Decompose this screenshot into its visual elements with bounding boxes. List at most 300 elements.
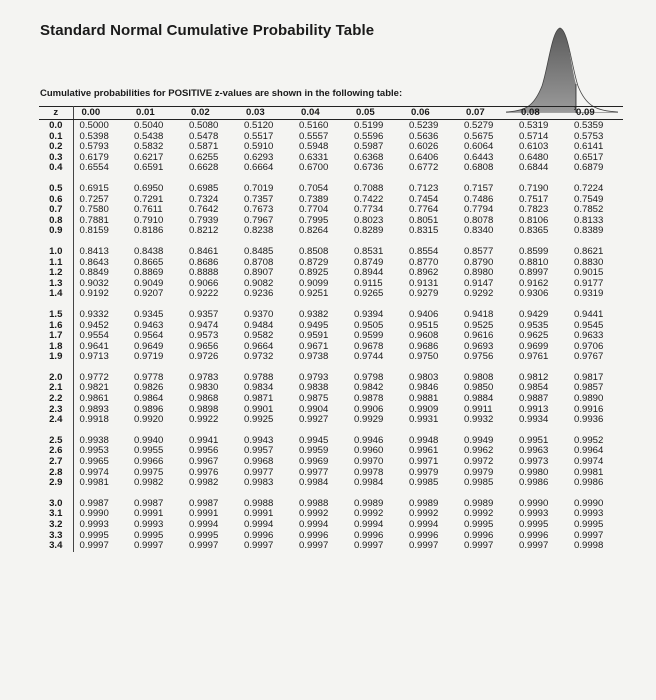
probability-value: 0.6664	[244, 162, 274, 174]
probability-cell	[348, 174, 403, 237]
probability-value: 0.9616	[464, 330, 494, 342]
probability-cell	[238, 426, 293, 489]
probability-value: 0.7852	[574, 204, 604, 216]
probability-value: 0.9991	[244, 508, 274, 520]
table-row	[39, 300, 623, 363]
probability-cell	[128, 237, 183, 300]
probability-value: 0.5279	[464, 120, 494, 131]
probability-value: 0.9992	[354, 508, 384, 520]
probability-value: 0.9974	[79, 466, 109, 478]
probability-value: 0.9875	[299, 393, 329, 405]
probability-cell	[568, 489, 623, 552]
z-value-cell	[39, 120, 73, 174]
probability-value: 0.9994	[299, 519, 329, 530]
probability-value: 0.9382	[299, 308, 329, 320]
probability-value: 0.9678	[354, 340, 384, 352]
probability-value: 0.9992	[299, 508, 329, 520]
probability-value: 0.7734	[354, 204, 384, 216]
probability-cell	[458, 426, 513, 489]
probability-value: 0.8810	[519, 256, 549, 268]
probability-value: 0.9982	[189, 477, 219, 489]
probability-value: 0.8599	[519, 245, 549, 257]
probability-cell	[238, 237, 293, 300]
probability-value: 0.9983	[244, 477, 274, 489]
probability-cell	[128, 426, 183, 489]
probability-value: 0.9878	[354, 393, 384, 405]
z-value: 0.7	[49, 204, 63, 216]
probability-value: 0.9505	[354, 319, 384, 331]
probability-cell	[403, 363, 458, 426]
probability-value: 0.8051	[409, 214, 439, 226]
z-value: 0.3	[49, 151, 63, 163]
probability-value: 0.7823	[519, 204, 549, 216]
probability-cell	[458, 300, 513, 363]
probability-value: 0.9904	[299, 403, 329, 415]
probability-value: 0.9207	[134, 288, 164, 300]
probability-value: 0.9976	[189, 466, 219, 478]
probability-cell	[568, 426, 623, 489]
probability-value: 0.8830	[574, 256, 604, 268]
probability-value: 0.9995	[574, 519, 604, 530]
probability-value: 0.5319	[519, 120, 549, 131]
probability-value: 0.9994	[244, 519, 274, 530]
z-value: 2.8	[49, 466, 63, 478]
probability-cell	[513, 489, 568, 552]
probability-value: 0.9997	[464, 540, 494, 552]
probability-value: 0.9948	[409, 434, 439, 446]
probability-value: 0.8770	[409, 256, 439, 268]
table-row	[39, 426, 623, 489]
probability-value: 0.9732	[244, 351, 274, 363]
z-table	[39, 106, 623, 552]
probability-value: 0.9394	[354, 308, 384, 320]
probability-value: 0.5359	[574, 120, 604, 131]
probability-value: 0.9997	[519, 540, 549, 552]
table-row	[39, 363, 623, 426]
probability-value: 0.9988	[299, 497, 329, 509]
probability-value: 0.9854	[519, 382, 549, 394]
probability-value: 0.9798	[354, 371, 384, 383]
probability-value: 0.9664	[244, 340, 274, 352]
probability-cell	[293, 120, 348, 174]
probability-value: 0.9963	[519, 445, 549, 457]
z-value: 0.8	[49, 214, 63, 226]
probability-value: 0.7357	[244, 193, 274, 205]
probability-value: 0.6103	[519, 141, 549, 153]
probability-value: 0.9554	[79, 330, 109, 342]
probability-value: 0.9441	[574, 308, 604, 320]
probability-value: 0.6331	[299, 151, 329, 163]
probability-value: 0.9996	[354, 529, 384, 541]
probability-value: 0.9967	[189, 456, 219, 468]
probability-value: 0.9995	[519, 519, 549, 530]
table-caption: Cumulative probabilities for POSITIVE z-values are shown in the following table:	[40, 88, 403, 99]
probability-value: 0.9996	[409, 529, 439, 541]
probability-cell	[403, 426, 458, 489]
probability-value: 0.8340	[464, 225, 494, 237]
page-title: Standard Normal Cumulative Probability Table	[40, 22, 375, 39]
probability-value: 0.9251	[299, 288, 329, 300]
column-header: 0.05	[348, 107, 403, 120]
probability-cell	[348, 363, 403, 426]
probability-value: 0.9969	[299, 456, 329, 468]
probability-value: 0.9959	[299, 445, 329, 457]
column-header: 0.08	[513, 107, 568, 120]
table-row	[39, 237, 623, 300]
z-value: 2.2	[49, 393, 63, 405]
z-value-cell	[39, 363, 73, 426]
probability-value: 0.9977	[244, 466, 274, 478]
probability-value: 0.9719	[134, 351, 164, 363]
probability-value: 0.5753	[574, 130, 604, 142]
probability-value: 0.9929	[354, 414, 384, 426]
probability-value: 0.9279	[409, 288, 439, 300]
probability-value: 0.9633	[574, 330, 604, 342]
probability-value: 0.8962	[409, 267, 439, 279]
column-header: 0.00	[73, 107, 128, 120]
probability-value: 0.9345	[134, 308, 164, 320]
z-value: 1.9	[49, 351, 63, 363]
probability-value: 0.9761	[519, 351, 549, 363]
probability-value: 0.5040	[134, 120, 164, 131]
probability-value: 0.8212	[189, 225, 219, 237]
probability-value: 0.8238	[244, 225, 274, 237]
probability-value: 0.9370	[244, 308, 274, 320]
z-value: 3.2	[49, 519, 63, 530]
probability-value: 0.9994	[354, 519, 384, 530]
probability-value: 0.5910	[244, 141, 274, 153]
probability-value: 0.9940	[134, 434, 164, 446]
probability-value: 0.6950	[134, 182, 164, 194]
probability-value: 0.9961	[409, 445, 439, 457]
probability-value: 0.9927	[299, 414, 329, 426]
z-value: 2.5	[49, 434, 63, 446]
probability-value: 0.9953	[79, 445, 109, 457]
probability-cell	[403, 237, 458, 300]
probability-value: 0.7995	[299, 214, 329, 226]
probability-value: 0.6480	[519, 151, 549, 163]
probability-cell	[128, 120, 183, 174]
probability-value: 0.9793	[299, 371, 329, 383]
z-value: 2.4	[49, 414, 63, 426]
probability-value: 0.9573	[189, 330, 219, 342]
probability-value: 0.7454	[409, 193, 439, 205]
table-row	[39, 489, 623, 552]
probability-cell	[183, 237, 238, 300]
probability-value: 0.7967	[244, 214, 274, 226]
probability-cell	[513, 363, 568, 426]
probability-value: 0.7486	[464, 193, 494, 205]
probability-cell	[183, 363, 238, 426]
probability-value: 0.9987	[189, 497, 219, 509]
probability-value: 0.5160	[299, 120, 329, 131]
probability-value: 0.7123	[409, 182, 439, 194]
probability-value: 0.9955	[134, 445, 164, 457]
probability-value: 0.6255	[189, 151, 219, 163]
probability-value: 0.8997	[519, 267, 549, 279]
probability-cell	[568, 300, 623, 363]
probability-value: 0.8159	[79, 225, 109, 237]
z-value: 1.8	[49, 340, 63, 352]
probability-value: 0.6591	[134, 162, 164, 174]
probability-value: 0.9726	[189, 351, 219, 363]
probability-value: 0.9474	[189, 319, 219, 331]
probability-value: 0.9995	[79, 529, 109, 541]
probability-value: 0.6368	[354, 151, 384, 163]
z-value: 0.4	[49, 162, 63, 174]
probability-value: 0.6217	[134, 151, 164, 163]
probability-value: 0.9896	[134, 403, 164, 415]
probability-value: 0.8389	[574, 225, 604, 237]
probability-value: 0.8729	[299, 256, 329, 268]
probability-value: 0.9994	[189, 519, 219, 530]
probability-value: 0.9236	[244, 288, 274, 300]
probability-value: 0.9971	[409, 456, 439, 468]
z-value: 1.4	[49, 288, 63, 300]
z-value-cell	[39, 426, 73, 489]
probability-cell	[238, 174, 293, 237]
probability-value: 0.9830	[189, 382, 219, 394]
probability-cell	[348, 426, 403, 489]
table-row	[39, 120, 623, 174]
probability-cell	[513, 120, 568, 174]
probability-value: 0.9131	[409, 277, 439, 289]
probability-cell	[183, 174, 238, 237]
probability-value: 0.9265	[354, 288, 384, 300]
z-value: 3.3	[49, 529, 63, 541]
probability-value: 0.8078	[464, 214, 494, 226]
probability-value: 0.9997	[299, 540, 329, 552]
z-value: 3.0	[49, 497, 63, 509]
z-value: 1.6	[49, 319, 63, 331]
probability-value: 0.9989	[354, 497, 384, 509]
probability-cell	[238, 120, 293, 174]
column-header: 0.04	[293, 107, 348, 120]
probability-value: 0.9767	[574, 351, 604, 363]
z-value: 1.1	[49, 256, 63, 268]
z-value: 3.4	[49, 540, 63, 552]
probability-cell	[183, 489, 238, 552]
probability-value: 0.5714	[519, 130, 549, 142]
probability-value: 0.6141	[574, 141, 604, 153]
probability-value: 0.9979	[409, 466, 439, 478]
probability-cell	[513, 426, 568, 489]
probability-value: 0.6879	[574, 162, 604, 174]
probability-cell	[183, 426, 238, 489]
probability-value: 0.8665	[134, 256, 164, 268]
z-value-cell	[39, 237, 73, 300]
probability-value: 0.8980	[464, 267, 494, 279]
probability-cell	[403, 174, 458, 237]
row-group	[39, 489, 623, 552]
probability-value: 0.9890	[574, 393, 604, 405]
probability-value: 0.9990	[79, 508, 109, 520]
probability-value: 0.9713	[79, 351, 109, 363]
probability-value: 0.8749	[354, 256, 384, 268]
probability-cell	[458, 363, 513, 426]
probability-value: 0.9975	[134, 466, 164, 478]
probability-value: 0.9995	[189, 529, 219, 541]
probability-value: 0.6700	[299, 162, 329, 174]
probability-value: 0.6293	[244, 151, 274, 163]
probability-value: 0.5987	[354, 141, 384, 153]
probability-value: 0.9319	[574, 288, 604, 300]
probability-value: 0.6026	[409, 141, 439, 153]
probability-value: 0.9934	[519, 414, 549, 426]
probability-cell	[293, 174, 348, 237]
probability-value: 0.9484	[244, 319, 274, 331]
probability-value: 0.9049	[134, 277, 164, 289]
probability-value: 0.9649	[134, 340, 164, 352]
probability-value: 0.9066	[189, 277, 219, 289]
probability-value: 0.9922	[189, 414, 219, 426]
row-group	[39, 120, 623, 174]
probability-value: 0.7291	[134, 193, 164, 205]
probability-value: 0.9192	[79, 288, 109, 300]
probability-cell	[513, 237, 568, 300]
probability-cell	[73, 120, 128, 174]
probability-value: 0.9987	[134, 497, 164, 509]
row-group	[39, 426, 623, 489]
probability-value: 0.9871	[244, 393, 274, 405]
z-value: 1.0	[49, 245, 63, 257]
shaded-area	[506, 28, 576, 112]
probability-value: 0.8264	[299, 225, 329, 237]
probability-value: 0.9406	[409, 308, 439, 320]
probability-value: 0.9964	[574, 445, 604, 457]
probability-value: 0.9306	[519, 288, 549, 300]
probability-value: 0.9989	[409, 497, 439, 509]
probability-value: 0.9988	[244, 497, 274, 509]
probability-value: 0.9996	[244, 529, 274, 541]
probability-value: 0.9951	[519, 434, 549, 446]
probability-value: 0.9906	[354, 403, 384, 415]
probability-cell	[568, 363, 623, 426]
probability-value: 0.9525	[464, 319, 494, 331]
probability-value: 0.9916	[574, 403, 604, 415]
probability-cell	[513, 174, 568, 237]
probability-value: 0.8508	[299, 245, 329, 257]
probability-value: 0.9838	[299, 382, 329, 394]
probability-value: 0.6554	[79, 162, 109, 174]
probability-value: 0.5871	[189, 141, 219, 153]
probability-value: 0.8888	[189, 267, 219, 279]
probability-value: 0.8944	[354, 267, 384, 279]
probability-value: 0.5478	[189, 130, 219, 142]
probability-value: 0.7794	[464, 204, 494, 216]
probability-value: 0.9997	[574, 529, 604, 541]
z-value: 3.1	[49, 508, 63, 520]
probability-cell	[403, 120, 458, 174]
probability-value: 0.5000	[79, 120, 109, 131]
probability-value: 0.6064	[464, 141, 494, 153]
probability-value: 0.9599	[354, 330, 384, 342]
probability-value: 0.9968	[244, 456, 274, 468]
probability-value: 0.9946	[354, 434, 384, 446]
probability-value: 0.5596	[354, 130, 384, 142]
column-header: 0.03	[238, 107, 293, 120]
probability-value: 0.9992	[464, 508, 494, 520]
z-value: 1.2	[49, 267, 63, 279]
probability-cell	[73, 426, 128, 489]
probability-value: 0.8461	[189, 245, 219, 257]
probability-cell	[403, 300, 458, 363]
probability-value: 0.7517	[519, 193, 549, 205]
probability-value: 0.6406	[409, 151, 439, 163]
probability-value: 0.5557	[299, 130, 329, 142]
probability-value: 0.9993	[134, 519, 164, 530]
probability-value: 0.9177	[574, 277, 604, 289]
probability-value: 0.9994	[409, 519, 439, 530]
probability-value: 0.9984	[354, 477, 384, 489]
probability-value: 0.9418	[464, 308, 494, 320]
probability-value: 0.7580	[79, 204, 109, 216]
z-value: 0.2	[49, 141, 63, 153]
probability-value: 0.9986	[519, 477, 549, 489]
probability-value: 0.9861	[79, 393, 109, 405]
probability-value: 0.9834	[244, 382, 274, 394]
probability-value: 0.9993	[79, 519, 109, 530]
probability-value: 0.9887	[519, 393, 549, 405]
probability-cell	[238, 489, 293, 552]
probability-cell	[293, 489, 348, 552]
probability-value: 0.9625	[519, 330, 549, 342]
probability-value: 0.9898	[189, 403, 219, 415]
probability-value: 0.6443	[464, 151, 494, 163]
probability-value: 0.9884	[464, 393, 494, 405]
probability-cell	[293, 426, 348, 489]
probability-value: 0.7939	[189, 214, 219, 226]
probability-value: 0.9979	[464, 466, 494, 478]
probability-cell	[458, 120, 513, 174]
probability-value: 0.8621	[574, 245, 604, 257]
probability-value: 0.7054	[299, 182, 329, 194]
probability-value: 0.8023	[354, 214, 384, 226]
probability-value: 0.7704	[299, 204, 329, 216]
probability-value: 0.8413	[79, 245, 109, 257]
probability-value: 0.7257	[79, 193, 109, 205]
probability-value: 0.9990	[574, 497, 604, 509]
probability-value: 0.9082	[244, 277, 274, 289]
probability-value: 0.9162	[519, 277, 549, 289]
z-value: 2.6	[49, 445, 63, 457]
probability-value: 0.9808	[464, 371, 494, 383]
probability-value: 0.9957	[244, 445, 274, 457]
probability-value: 0.9960	[354, 445, 384, 457]
probability-value: 0.5832	[134, 141, 164, 153]
probability-value: 0.9842	[354, 382, 384, 394]
column-header: 0.06	[403, 107, 458, 120]
probability-value: 0.8365	[519, 225, 549, 237]
probability-value: 0.9978	[354, 466, 384, 478]
probability-value: 0.9693	[464, 340, 494, 352]
probability-value: 0.5517	[244, 130, 274, 142]
z-value: 2.3	[49, 403, 63, 415]
table-row	[39, 174, 623, 237]
z-value-cell	[39, 489, 73, 552]
probability-value: 0.7088	[354, 182, 384, 194]
probability-value: 0.9943	[244, 434, 274, 446]
probability-value: 0.8531	[354, 245, 384, 257]
probability-value: 0.6915	[79, 182, 109, 194]
probability-cell	[458, 489, 513, 552]
z-value: 1.5	[49, 308, 63, 320]
column-header-z: z	[39, 107, 73, 120]
probability-cell	[513, 300, 568, 363]
probability-value: 0.9901	[244, 403, 274, 415]
probability-value: 0.9991	[189, 508, 219, 520]
probability-value: 0.9515	[409, 319, 439, 331]
